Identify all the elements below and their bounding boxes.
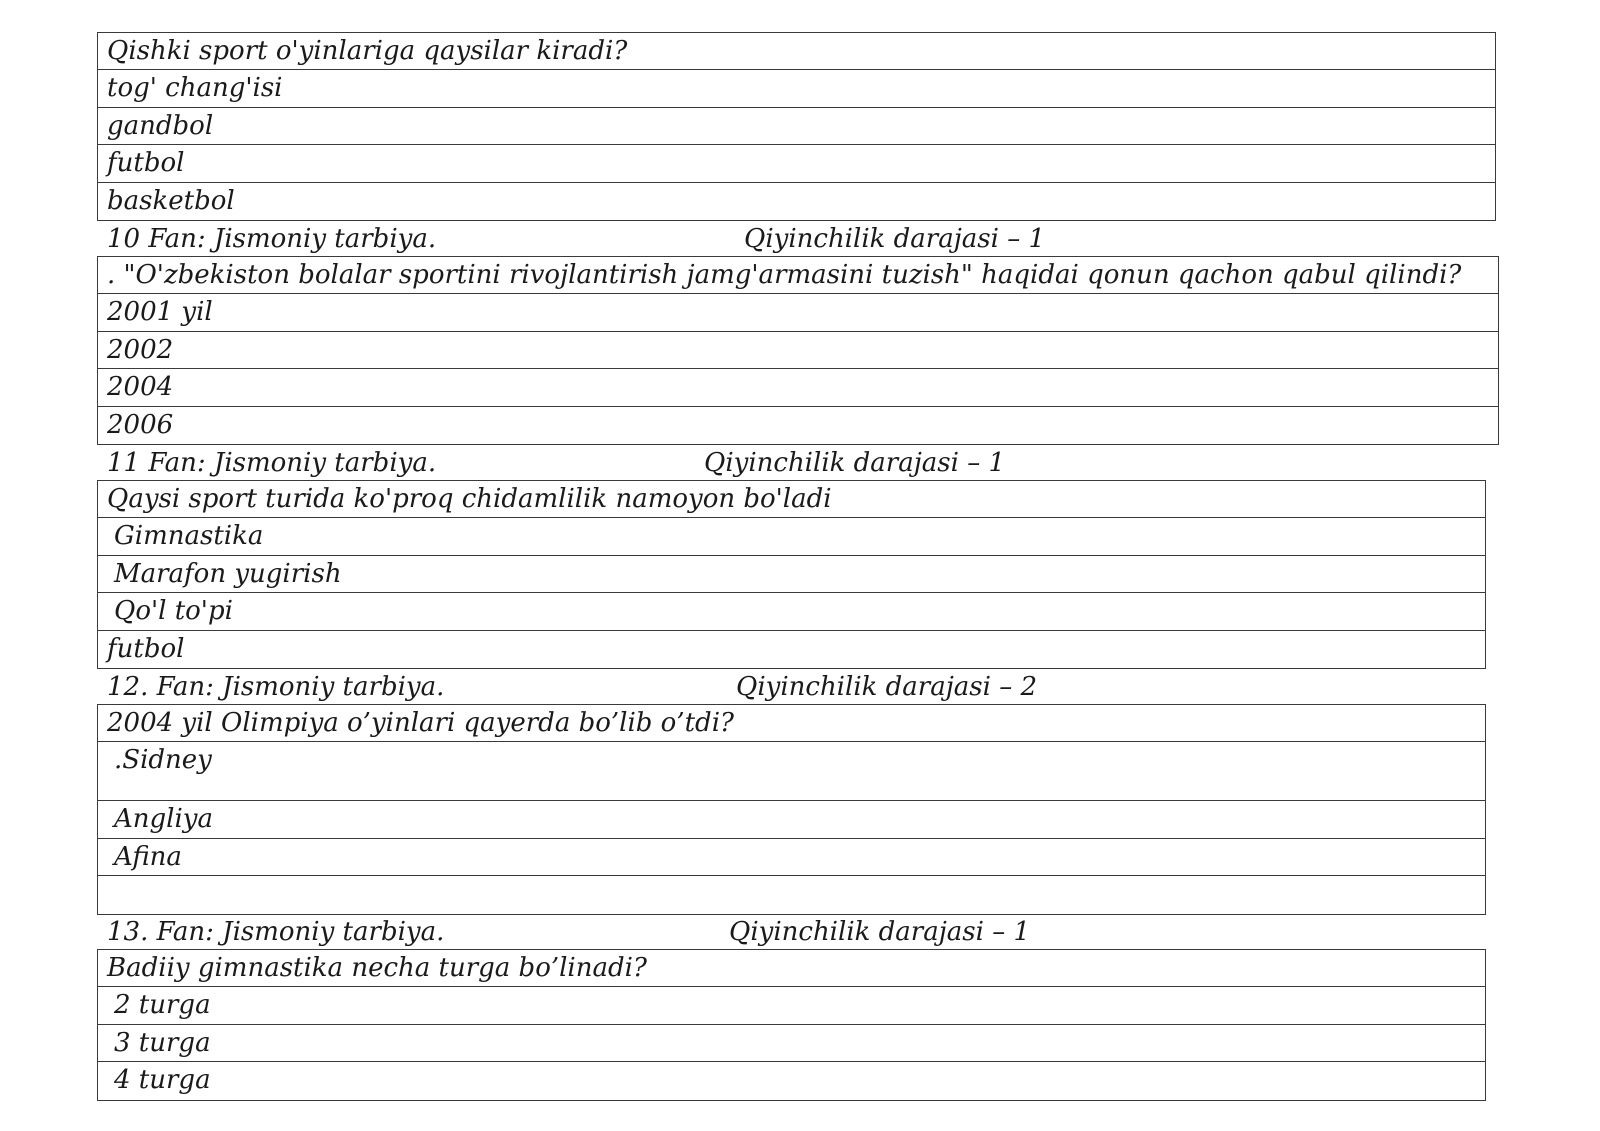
subject-label: 11 Fan: Jismoniy tarbiya.: [107, 448, 437, 478]
answer-option: basketbol: [107, 185, 235, 216]
question-header-12: [107, 669, 1487, 706]
answer-option: Angliya: [98, 801, 1485, 838]
answer-option: Gimnastika: [98, 518, 1485, 555]
difficulty-label: Qiyinchilik darajasi – 1: [729, 917, 1031, 947]
answer-option: 2 turga: [98, 987, 1485, 1024]
question-header-13: [107, 914, 1487, 951]
question-header-11: [107, 445, 1487, 482]
answer-option: futbol: [98, 145, 1495, 182]
question-text: Qishki sport o'yinlariga qaysilar kiradi?: [98, 33, 1495, 70]
difficulty-label: Qiyinchilik darajasi – 1: [744, 224, 1046, 254]
question-text: 2004 yil Olimpiya o’yinlari qayerda bo’lib o’tdi?: [98, 705, 1485, 742]
answer-option: futbol: [107, 633, 185, 664]
answer-option: .Sidney: [98, 742, 1485, 801]
answer-option: 2006: [107, 409, 174, 440]
subject-label: 10 Fan: Jismoniy tarbiya.: [107, 224, 437, 254]
answer-option: gandbol: [98, 108, 1495, 145]
difficulty-label: Qiyinchilik darajasi – 2: [736, 672, 1038, 702]
answer-option: [98, 876, 1485, 913]
question-header-10: [107, 221, 1487, 258]
answer-option: Afina: [98, 839, 1485, 876]
question-text: Badiiy gimnastika necha turga bo’linadi?: [98, 950, 1485, 987]
subject-label: 12. Fan: Jismoniy tarbiya.: [107, 672, 445, 702]
answer-option: 3 turga: [98, 1025, 1485, 1062]
answer-option: 4 turga: [114, 1065, 211, 1096]
question-table-9: [97, 32, 1496, 221]
answer-option: tog' chang'isi: [98, 70, 1495, 107]
question-table-10: [97, 256, 1499, 445]
answer-option: 2001 yil: [98, 294, 1498, 331]
answer-option: 2002: [98, 332, 1498, 369]
question-text: . "O'zbekiston bolalar sportini rivojlantirish jamg'armasini tuzish" haqidai qonun qachon qabul qilindi?: [98, 257, 1498, 294]
question-table-11: [97, 480, 1486, 669]
question-text: Qaysi sport turida ko'proq chidamlilik namoyon bo'ladi: [98, 481, 1485, 518]
question-table-13: [97, 949, 1486, 1101]
subject-label: 13. Fan: Jismoniy tarbiya.: [107, 917, 445, 947]
difficulty-label: Qiyinchilik darajasi – 1: [704, 448, 1006, 478]
answer-option: Marafon yugirish: [98, 556, 1485, 593]
question-table-12: [97, 704, 1486, 915]
answer-option: Qo'l to'pi: [98, 593, 1485, 630]
answer-option: 2004: [98, 369, 1498, 406]
